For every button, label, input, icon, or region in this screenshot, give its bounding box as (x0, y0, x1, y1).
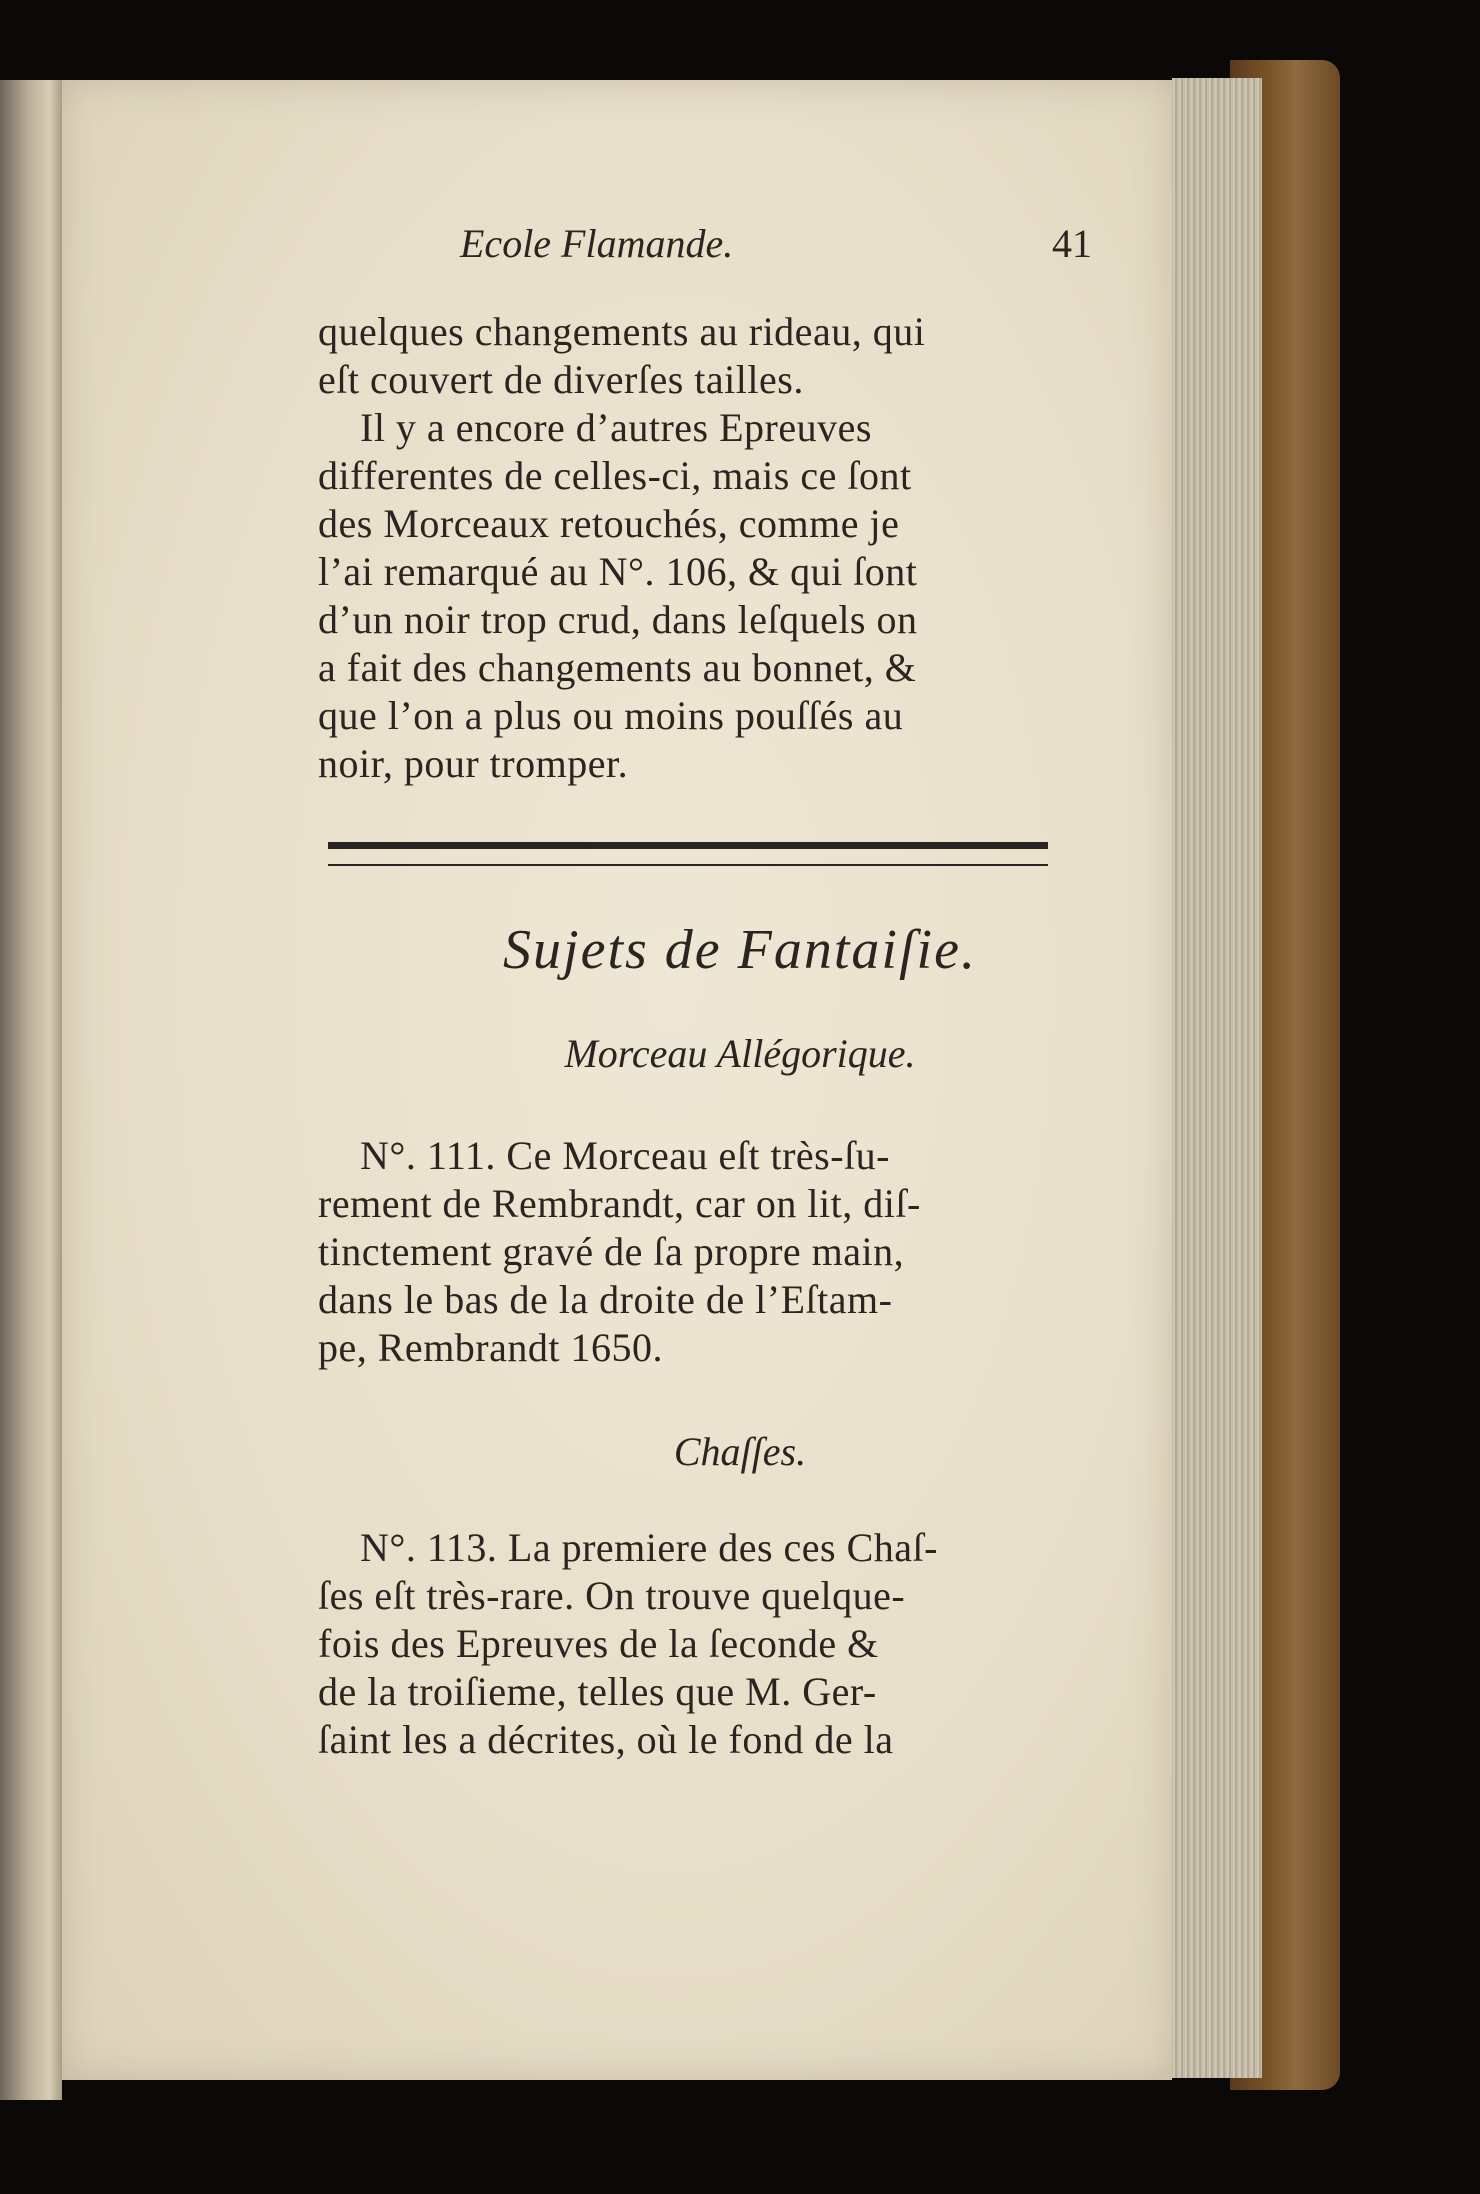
left-page-edge (0, 80, 62, 2100)
text-line: des Morceaux retouchés, comme je (318, 501, 900, 546)
running-head: Ecole Flamande. (460, 221, 734, 266)
text-line: rement de Rembrandt, car on lit, diſ- (318, 1181, 921, 1226)
text-line: ſaint les a décrites, où le fond de la (318, 1717, 894, 1762)
subheading-allegorique: Morceau Allégorique. (564, 1031, 916, 1076)
text-line: ſes eſt très-rare. On trouve quelque- (318, 1573, 906, 1618)
text-line: d’un noir trop crud, dans leſquels on (318, 597, 918, 642)
section-heading: Sujets de Fantaiſie. (503, 919, 977, 981)
text-line: tinctement gravé de ſa propre main, (318, 1229, 905, 1274)
text-line: pe, Rembrandt 1650. (318, 1325, 663, 1370)
text-line: noir, pour tromper. (318, 741, 629, 786)
section-rule-thick (328, 842, 1048, 849)
text-line: eſt couvert de diverſes tailles. (318, 357, 804, 402)
text-line: a fait des changements au bonnet, & (318, 645, 917, 690)
text-line: N°. 113. La premiere des ces Chaſ- (360, 1525, 938, 1570)
page-number: 41 (1052, 221, 1092, 266)
text-line: fois des Epreuves de la ſeconde & (318, 1621, 879, 1666)
section-rule-thin (328, 864, 1048, 866)
text-line: l’ai remarqué au N°. 106, & qui ſont (318, 549, 918, 594)
text-line: Il y a encore d’autres Epreuves (360, 405, 872, 450)
subheading-chasses: Chaſſes. (673, 1429, 807, 1474)
text-line: differentes de celles-ci, mais ce ſont (318, 453, 912, 498)
text-line: dans le bas de la droite de l’Eſtam- (318, 1277, 893, 1322)
text-line: N°. 111. Ce Morceau eſt très-ſu- (360, 1133, 890, 1178)
text-line: de la troiſieme, telles que M. Ger- (318, 1669, 877, 1714)
text-line: que l’on a plus ou moins pouſſés au (318, 693, 904, 738)
page-block-edges (1172, 78, 1262, 2078)
text-line: quelques changements au rideau, qui (318, 309, 926, 354)
